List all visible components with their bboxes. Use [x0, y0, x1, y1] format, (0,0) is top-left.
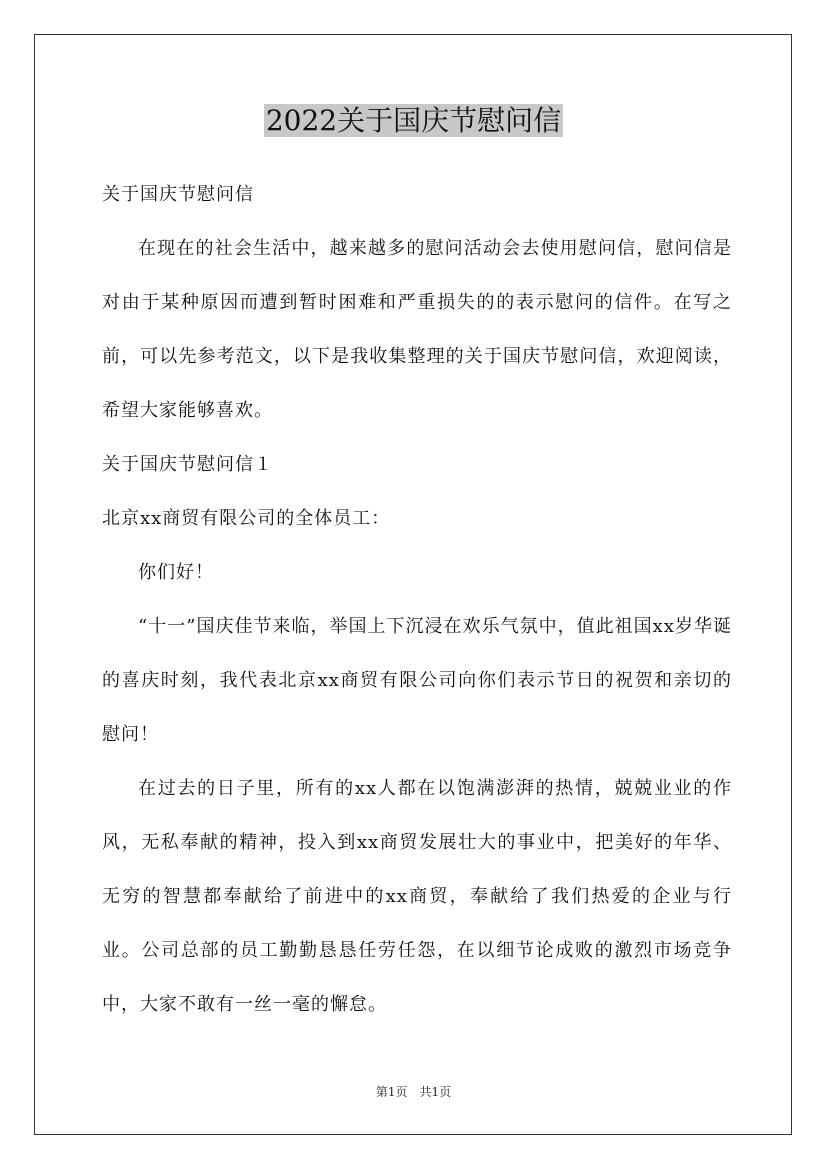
document-title-text: 2022关于国庆节慰问信 — [265, 104, 562, 137]
document-body — [102, 168, 732, 1032]
body-paragraph: 在过去的日子里，所有的xx人都在以饱满澎湃的热情，兢兢业业的作风，无私奉献的精神，投入到xx商贸发展壮大的事业中，把美好的年华、无穷的智慧都奉献给了前进中的xx商贸，奉献给了我们热爱的企业与行业。公司总部的员工勤勤恳恳任劳任怨，在以细节论成败的激烈市场竞争中，大家不敢有一丝一毫的懈怠。 — [102, 778, 732, 1015]
greeting: 你们好！ — [138, 562, 214, 583]
intro-paragraph: 在现在的社会生活中，越来越多的慰问活动会去使用慰问信，慰问信是对由于某种原因而遭到暂时困难和严重损失的的表示慰问的信件。在写之前，可以先参考范文，以下是我收集整理的关于国庆节慰问信，欢迎阅读，希望大家能够喜欢。 — [102, 238, 732, 421]
page-footer: 第1页 共1页 — [375, 1085, 452, 1099]
letter-heading: 关于国庆节慰问信１ — [102, 454, 273, 475]
document-title — [0, 100, 827, 142]
section-heading: 关于国庆节慰问信 — [102, 184, 254, 205]
salutation: 北京xx商贸有限公司的全体员工： — [102, 508, 391, 529]
body-paragraph: “十一”国庆佳节来临，举国上下沉浸在欢乐气氛中，值此祖国xx岁华诞的喜庆时刻，我代表北京xx商贸有限公司向你们表示节日的祝贺和亲切的慰问！ — [102, 616, 732, 745]
